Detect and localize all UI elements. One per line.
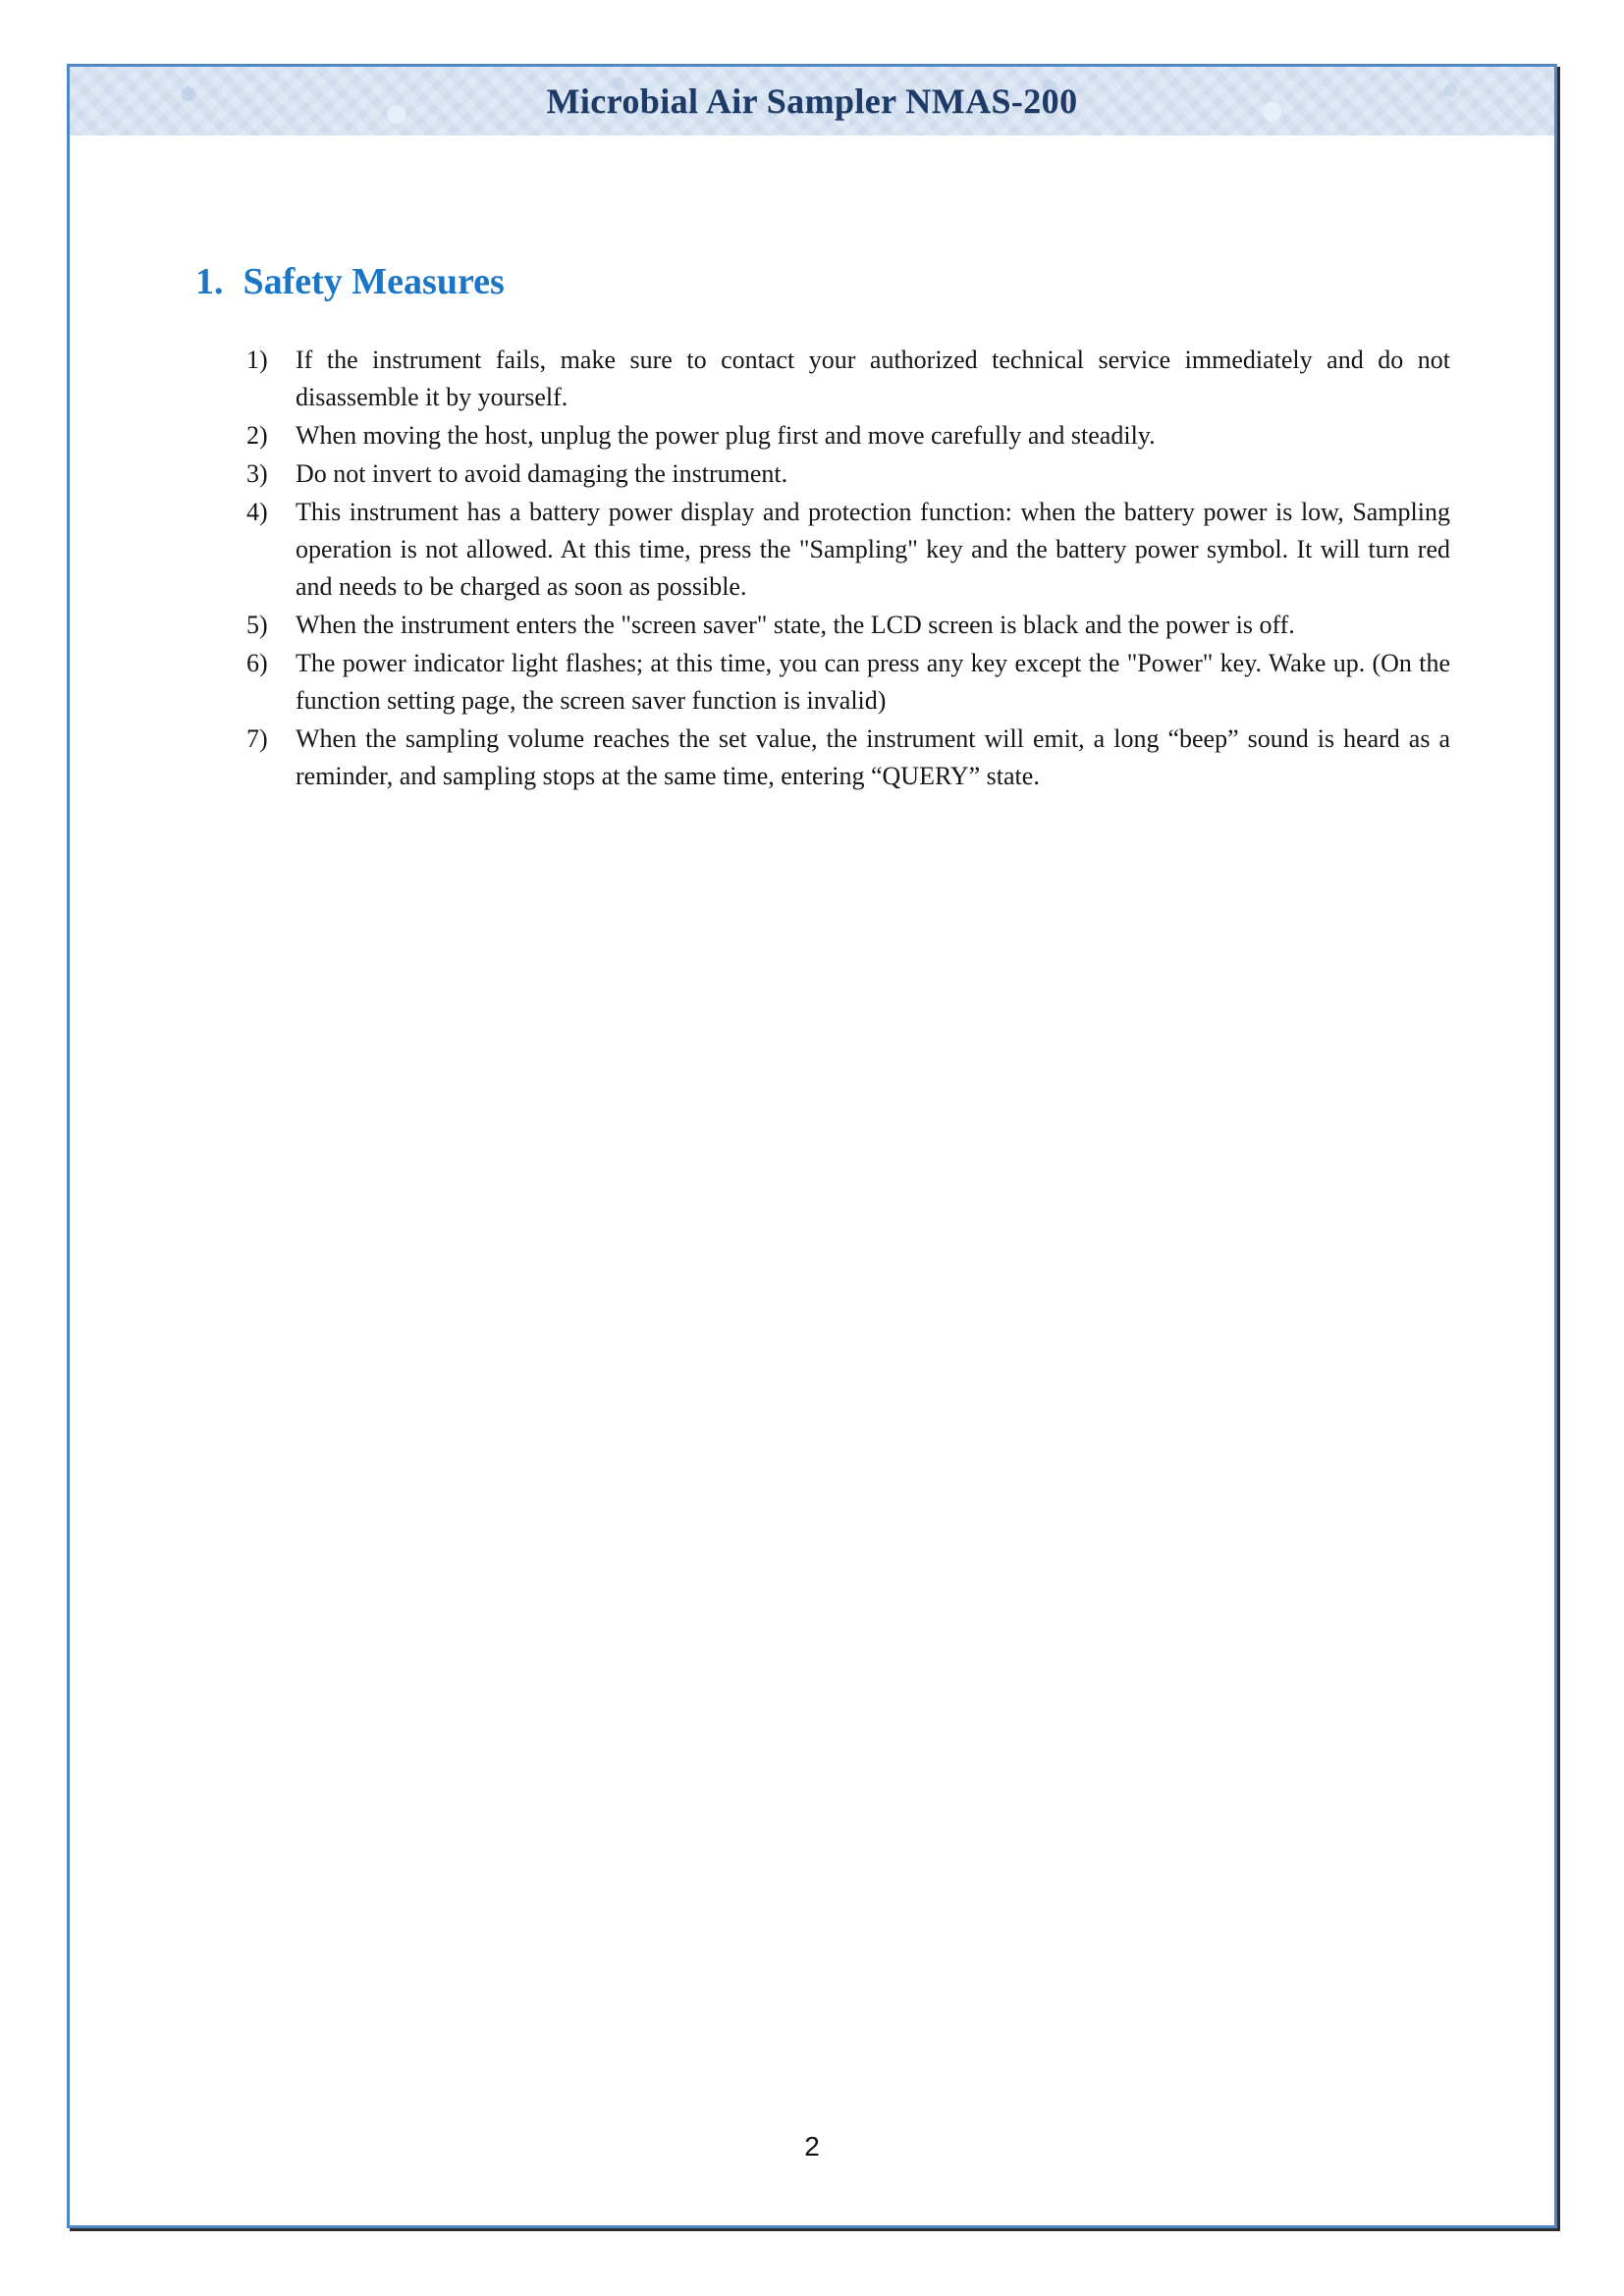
section-title: Safety Measures <box>243 261 505 302</box>
list-item <box>246 607 1450 644</box>
list-item-number: 4) <box>246 498 268 526</box>
list-item <box>246 342 1450 416</box>
list-item <box>246 645 1450 720</box>
list-item-text: When moving the host, unplug the power plug first and move carefully and steadily. <box>296 421 1156 450</box>
list-item-text: This instrument has a battery power display and protection function: when the battery power is low, Sampling operation is not allowed. At this time, press the "Sampling" key and the battery power symbol. It will turn red and needs to be charged as soon as possible. <box>296 498 1450 601</box>
list-item <box>246 494 1450 606</box>
list-item-text: If the instrument fails, make sure to contact your authorized technical service immediately and do not disassemble it by yourself. <box>296 346 1450 411</box>
document-title: Microbial Air Sampler NMAS-200 <box>546 81 1078 121</box>
list-item <box>246 721 1450 795</box>
list-item-number: 6) <box>246 649 268 677</box>
list-item-text: Do not invert to avoid damaging the instrument. <box>296 459 788 488</box>
page-header-banner <box>70 67 1554 135</box>
page-number: 2 <box>804 2131 820 2162</box>
list-item-number: 5) <box>246 611 268 639</box>
section-number: 1. <box>195 261 224 302</box>
list-item <box>246 417 1450 454</box>
list-item <box>246 455 1450 493</box>
section-heading <box>195 259 1554 304</box>
page-content <box>70 259 1554 795</box>
list-item-text: When the sampling volume reaches the set value, the instrument will emit, a long “beep” sound is heard as a reminder, and sampling stops at the same time, entering “QUERY” state. <box>296 724 1450 790</box>
list-item-text: The power indicator light flashes; at this time, you can press any key except the "Power" key. Wake up. (On the function setting page, the screen saver function is invalid) <box>296 649 1450 715</box>
list-item-number: 1) <box>246 346 268 374</box>
page-border-frame <box>67 64 1557 2228</box>
list-item-number: 7) <box>246 724 268 753</box>
safety-measures-list <box>246 342 1450 795</box>
list-item-number: 2) <box>246 421 268 450</box>
list-item-number: 3) <box>246 459 268 488</box>
list-item-text: When the instrument enters the "screen saver" state, the LCD screen is black and the power is off. <box>296 611 1295 639</box>
